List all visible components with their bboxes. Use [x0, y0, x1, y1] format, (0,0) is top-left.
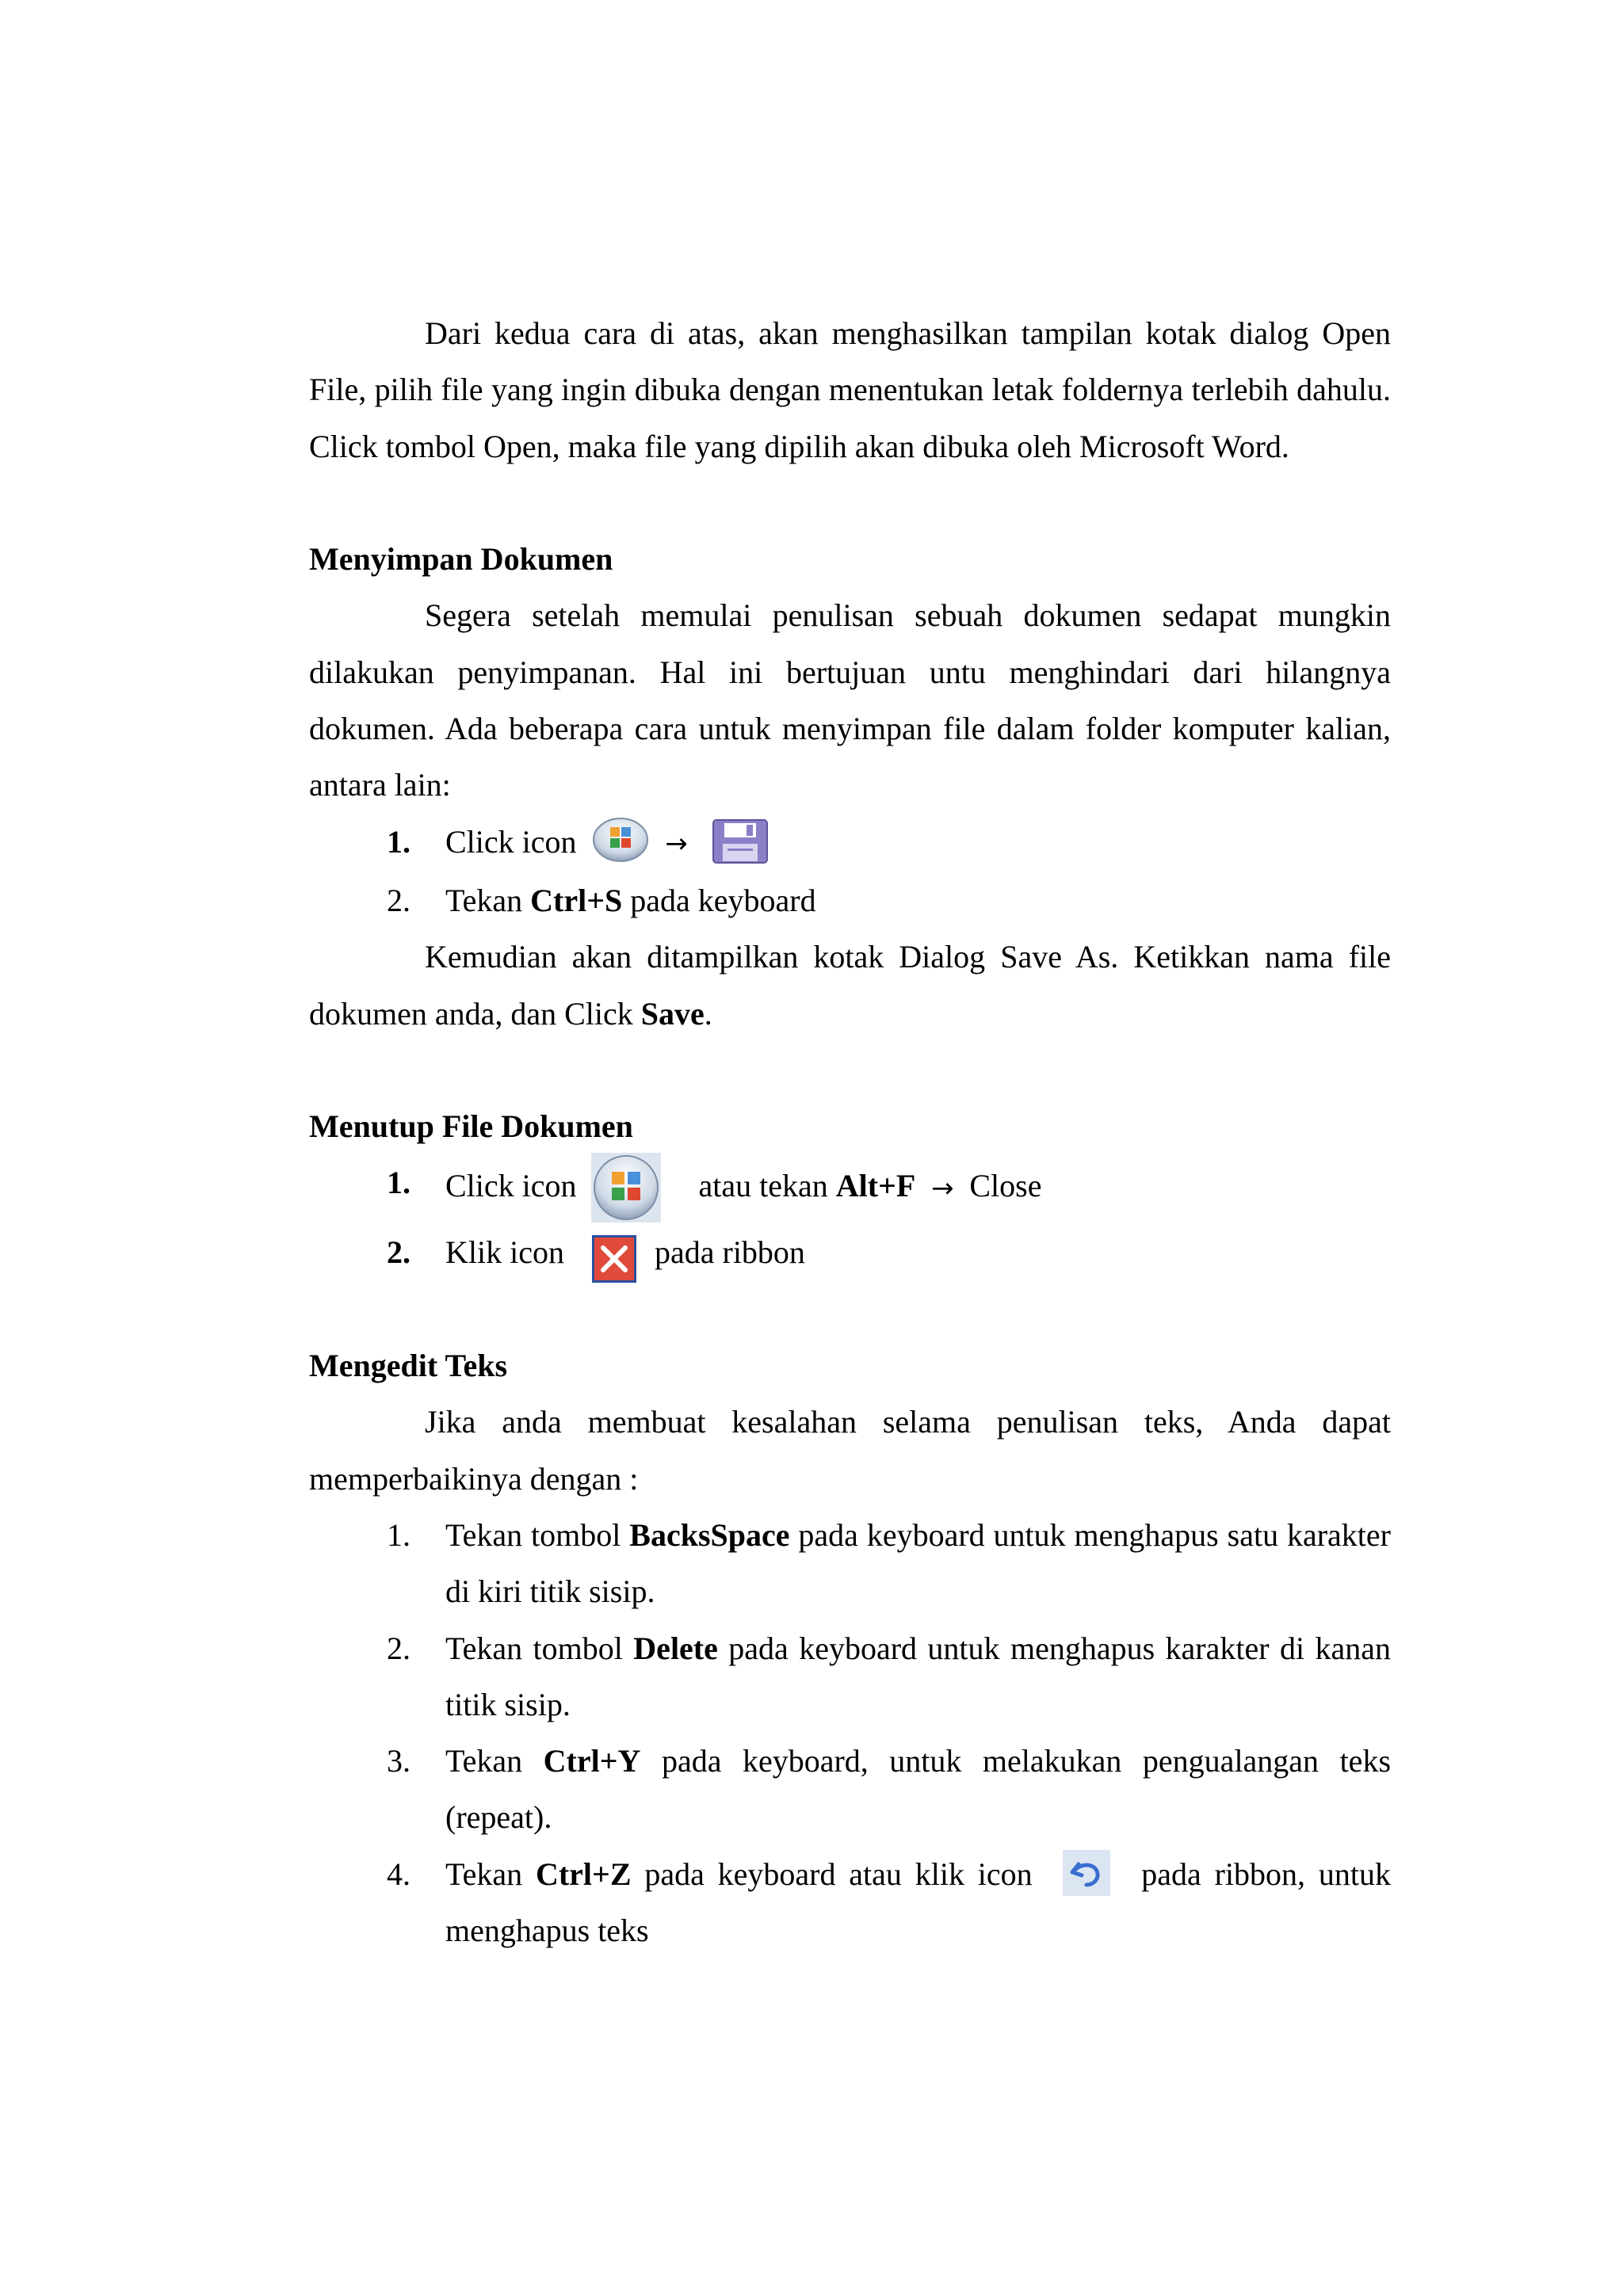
close-steps-list	[309, 1154, 1391, 1280]
list-item	[309, 872, 1391, 929]
list-item	[309, 1154, 1391, 1224]
paragraph-save-after	[309, 929, 1391, 1042]
heading-mengedit-teks: Mengedit Teks	[309, 1348, 508, 1384]
list-number: 3.	[387, 1743, 411, 1779]
shortcut-key: Ctrl+Y	[543, 1743, 641, 1779]
arrow-right-icon: →	[665, 827, 688, 860]
list-text: Click icon	[445, 1168, 577, 1204]
shortcut-key: BacksSpace	[629, 1516, 790, 1553]
shortcut-key: Ctrl+Z	[535, 1855, 632, 1892]
save-keyword: Save	[640, 995, 705, 1032]
list-text: Klik icon	[445, 1234, 564, 1271]
list-text: Tekan tombol	[445, 1630, 634, 1666]
list-text: pada keyboard atau klik icon	[631, 1855, 1046, 1892]
edit-steps-list	[309, 1507, 1391, 1958]
list-number: 2.	[387, 1234, 411, 1271]
paragraph-save-intro: Segera setelah memulai penulisan sebuah dokumen sedapat mungkin dilakukan penyimpanan. Hal ini bertujuan untu menghindari dari hilangnya dokumen. Ada beberapa cara untuk menyimpan file dalam folder komputer kalian, antara lain:	[309, 597, 1391, 803]
list-text: pada keyboard	[622, 882, 816, 918]
list-number: 1.	[387, 823, 411, 860]
office-button-icon	[591, 1153, 661, 1222]
heading-menutup-file-dokumen: Menutup File Dokumen	[309, 1108, 633, 1145]
list-item	[309, 814, 1391, 872]
shortcut-key: Delete	[633, 1630, 718, 1666]
list-text: Tekan tombol	[445, 1516, 630, 1553]
paragraph-text: .	[704, 995, 712, 1032]
paragraph-text: Kemudian akan ditampilkan kotak Dialog Save As. Ketikkan nama file dokumen anda, dan Click	[309, 939, 1391, 1032]
list-number: 4.	[387, 1855, 411, 1892]
list-text: Tekan	[445, 1855, 536, 1892]
list-text: Click icon	[445, 823, 577, 860]
list-text: Close	[961, 1168, 1042, 1204]
office-button-icon	[591, 816, 650, 864]
close-x-icon	[591, 1234, 637, 1283]
list-text: pada ribbon	[654, 1234, 805, 1271]
list-text: atau tekan	[698, 1168, 836, 1204]
undo-icon	[1063, 1850, 1110, 1896]
list-number: 1.	[387, 1516, 411, 1553]
paragraph-edit-intro: Jika anda membuat kesalahan selama penulisan teks, Anda dapat memperbaikinya dengan :	[309, 1404, 1391, 1497]
list-text: pada keyboard untuk menghapus karakter di kanan titik sisip.	[445, 1630, 1391, 1722]
list-text: Tekan	[445, 1743, 544, 1779]
list-text: pada keyboard, untuk melakukan pengualangan teks (repeat).	[445, 1743, 1392, 1836]
list-item	[309, 1620, 1391, 1733]
arrow-right-icon: →	[931, 1172, 954, 1204]
save-steps-list	[309, 814, 1391, 929]
document-body	[309, 305, 1391, 1958]
list-text: pada keyboard untuk menghapus satu karakter di kiri titik sisip.	[445, 1516, 1391, 1610]
list-item	[309, 1507, 1391, 1620]
list-item	[309, 1733, 1391, 1846]
save-floppy-icon	[712, 818, 769, 864]
paragraph-open-file: Dari kedua cara di atas, akan menghasilkan tampilan kotak dialog Open File, pilih file yang ingin dibuka dengan menentukan letak foldernya terlebih dahulu. Click tombol Open, maka file yang dipilih akan dibuka oleh Microsoft Word.	[309, 315, 1391, 464]
list-number: 2.	[387, 1630, 411, 1666]
list-text: Tekan	[445, 882, 531, 918]
heading-menyimpan-dokumen: Menyimpan Dokumen	[309, 541, 613, 578]
list-item	[309, 1846, 1391, 1959]
shortcut-key: Alt+F	[835, 1168, 916, 1204]
shortcut-key: Ctrl+S	[530, 882, 623, 918]
list-number: 2.	[387, 882, 411, 918]
list-number: 1.	[387, 1165, 411, 1201]
list-item	[309, 1224, 1391, 1280]
list-text: pada ribbon, untuk menghapus teks	[445, 1855, 1391, 1949]
